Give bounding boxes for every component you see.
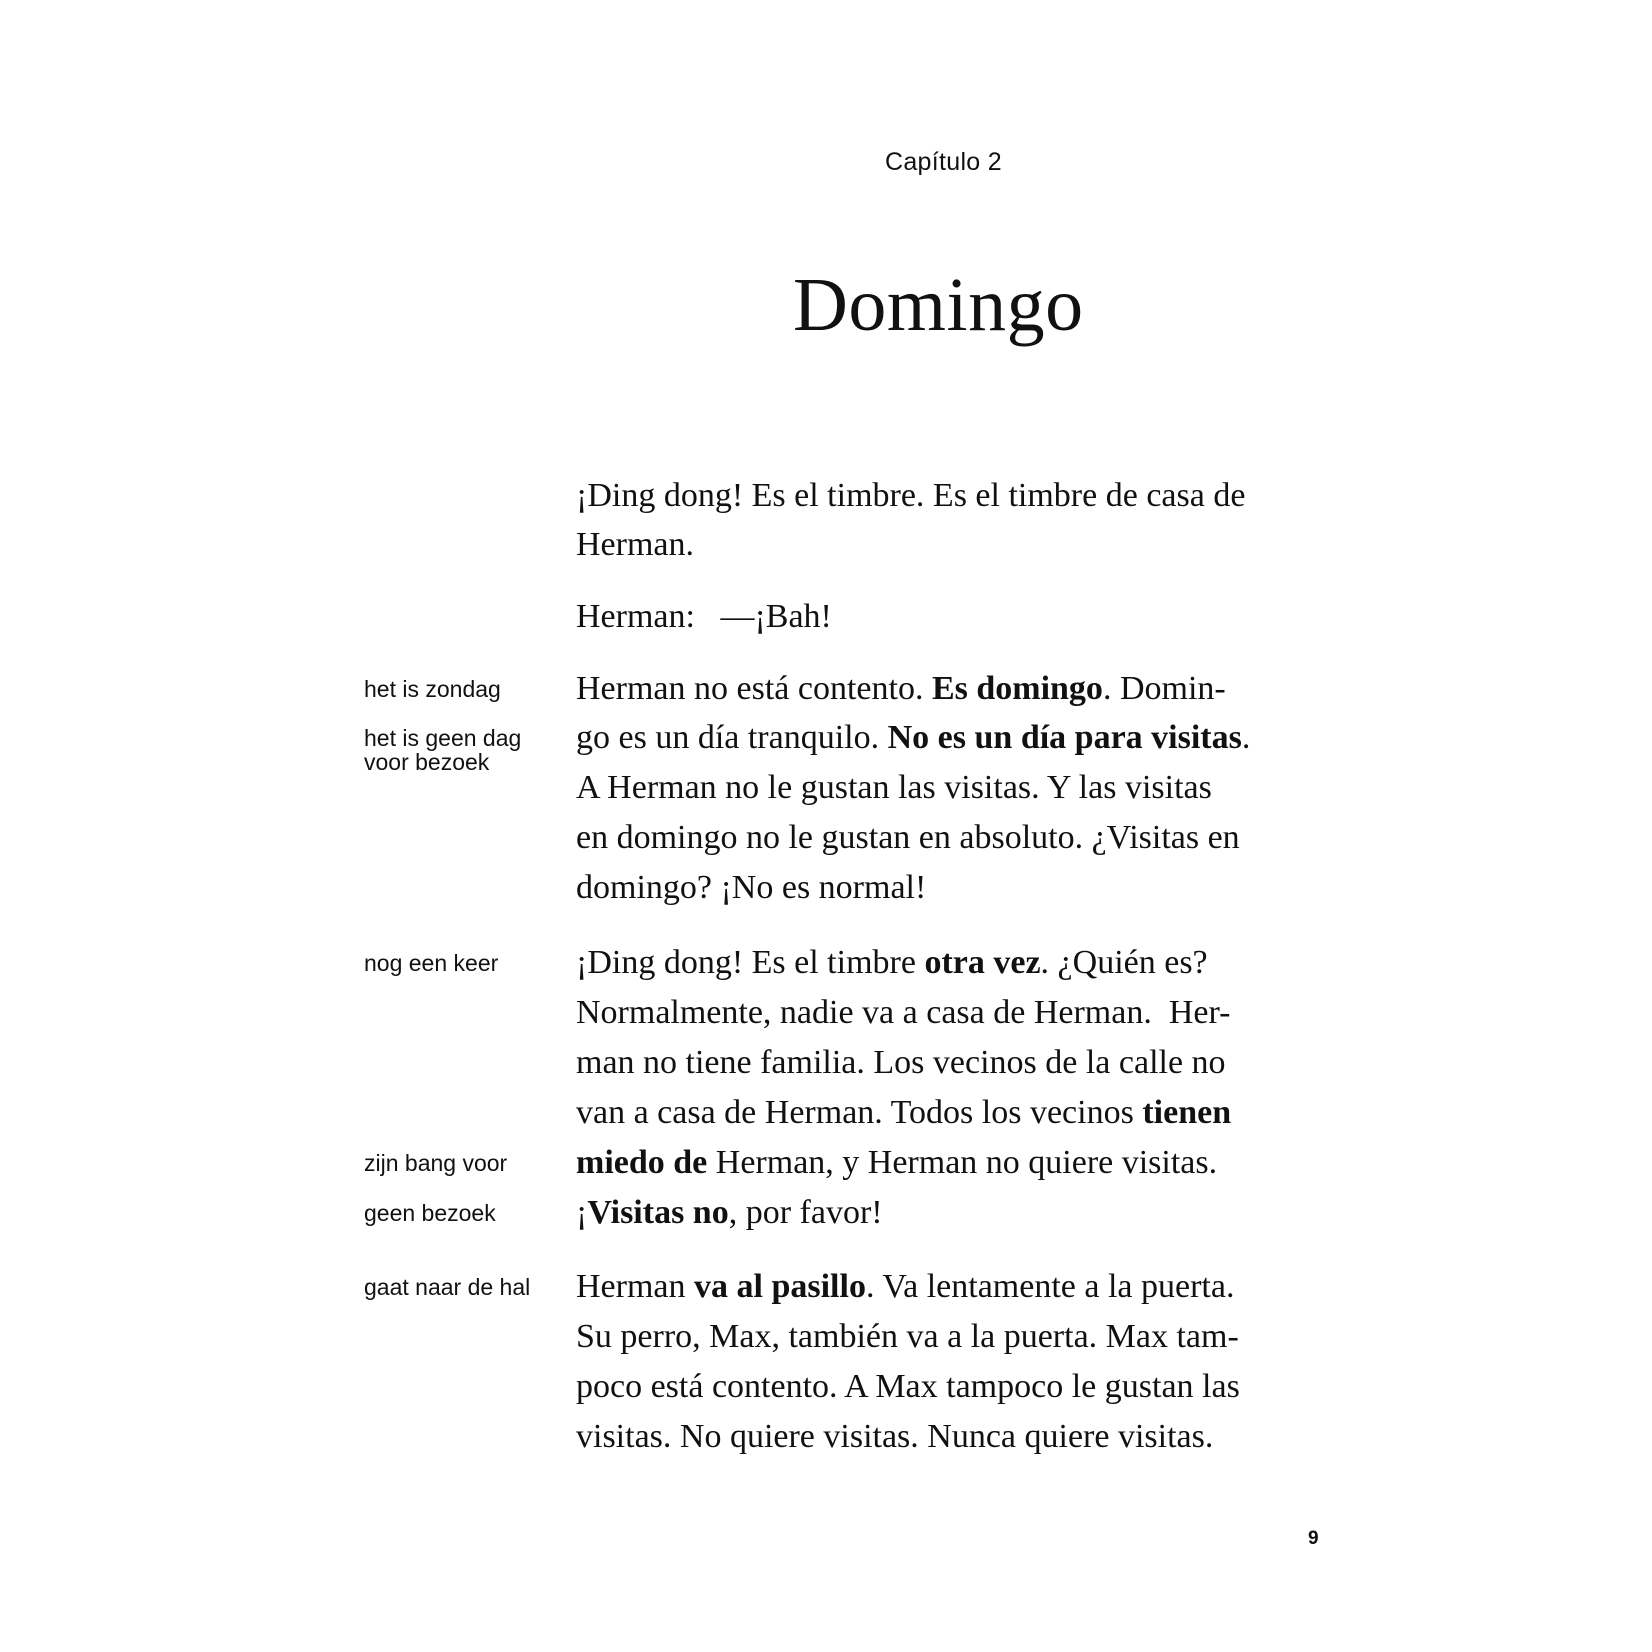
margin-gloss: geen bezoek bbox=[364, 1200, 496, 1226]
body-line: Herman. bbox=[576, 526, 695, 563]
body-line: ¡Visitas no, por favor! bbox=[576, 1194, 883, 1231]
body-line: Herman: —¡Bah! bbox=[576, 598, 832, 635]
bold-term: Es domingo bbox=[931, 670, 1103, 707]
body-line: en domingo no le gustan en absoluto. ¿Visitas en bbox=[576, 819, 1240, 856]
body-line: go es un día tranquilo. No es un día para visitas. bbox=[576, 719, 1251, 756]
bold-term: No es un día para visitas bbox=[887, 719, 1242, 756]
page-number: 9 bbox=[1308, 1528, 1319, 1549]
margin-gloss: zijn bang voor bbox=[364, 1150, 508, 1176]
body-line: poco está contento. A Max tampoco le gustan las bbox=[576, 1368, 1240, 1405]
chapter-label: Capítulo 2 bbox=[885, 148, 1002, 176]
body-line: Herman no está contento. Es domingo. Domin- bbox=[576, 670, 1226, 707]
body-line: miedo de Herman, y Herman no quiere visitas. bbox=[576, 1144, 1218, 1181]
body-line: ¡Ding dong! Es el timbre. Es el timbre de casa de bbox=[576, 477, 1246, 514]
margin-gloss: het is geen dag bbox=[364, 725, 522, 751]
margin-gloss: gaat naar de hal bbox=[364, 1274, 531, 1300]
body-line: visitas. No quiere visitas. Nunca quiere visitas. bbox=[576, 1418, 1214, 1455]
margin-gloss: het is zondag bbox=[364, 676, 501, 702]
body-line: A Herman no le gustan las visitas. Y las visitas bbox=[576, 769, 1212, 806]
body-line: ¡Ding dong! Es el timbre otra vez. ¿Quién es? bbox=[576, 944, 1208, 981]
bold-term: otra vez bbox=[924, 944, 1041, 981]
body-line: domingo? ¡No es normal! bbox=[576, 869, 927, 906]
body-line: Su perro, Max, también va a la puerta. Max tam- bbox=[576, 1318, 1239, 1355]
body-line: Normalmente, nadie va a casa de Herman. Her- bbox=[576, 994, 1231, 1031]
bold-term: tienen bbox=[1142, 1094, 1232, 1131]
bold-term: miedo de bbox=[576, 1144, 708, 1181]
bold-term: va al pasillo bbox=[694, 1268, 866, 1305]
margin-gloss: voor bezoek bbox=[364, 749, 490, 775]
bold-term: Visitas no bbox=[587, 1194, 729, 1231]
chapter-title: Domingo bbox=[793, 263, 1084, 347]
body-line: man no tiene familia. Los vecinos de la calle no bbox=[576, 1044, 1226, 1081]
body-line: Herman va al pasillo. Va lentamente a la puerta. bbox=[576, 1268, 1235, 1305]
body-line: van a casa de Herman. Todos los vecinos tienen bbox=[576, 1094, 1232, 1131]
margin-gloss: nog een keer bbox=[364, 950, 499, 976]
